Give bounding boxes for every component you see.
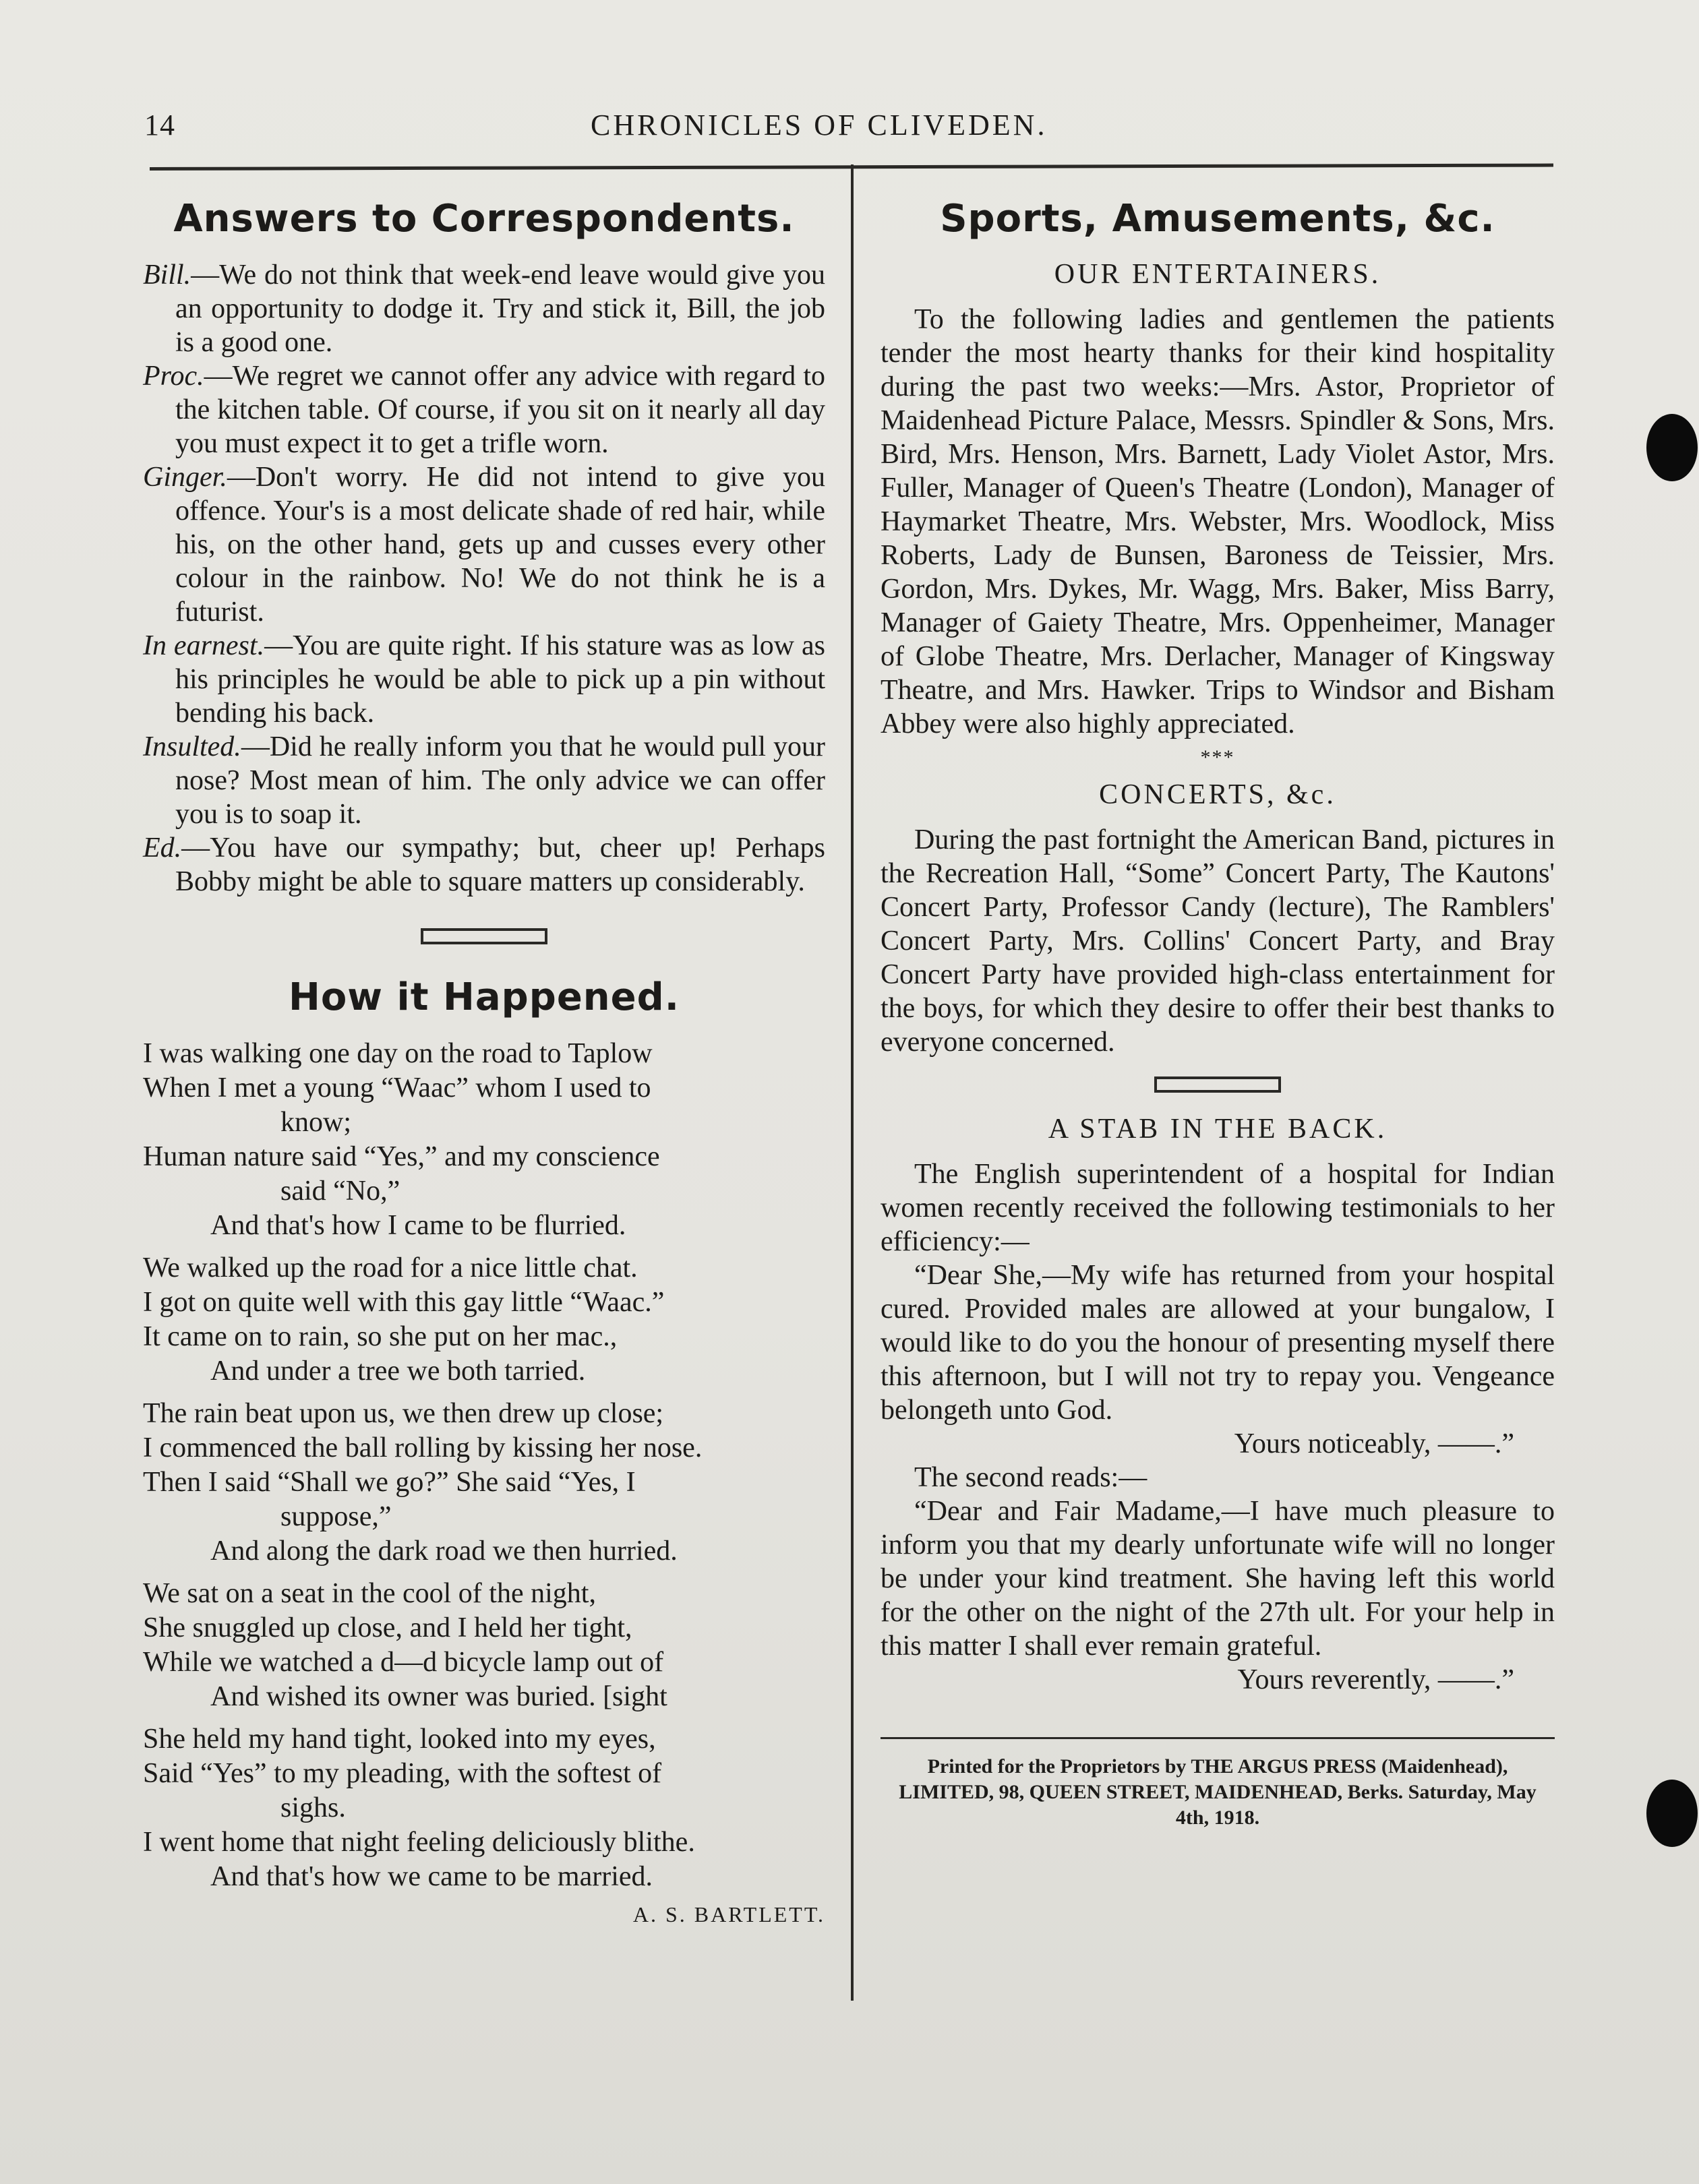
poem-line: And under a tree we both tarried. — [210, 1356, 586, 1387]
answer-name: Insulted. — [143, 731, 241, 762]
binding-hole — [1646, 414, 1698, 481]
poem-line: While we watched a d—d bicycle lamp out of — [143, 1647, 664, 1678]
poem-line: I went home that night feeling deliciously blithe. — [143, 1827, 695, 1858]
section-ornament — [421, 928, 547, 944]
stab-signoff-one: Yours noticeably, ——.” — [1234, 1428, 1514, 1459]
poem-stanza — [143, 1397, 825, 1569]
answer-entry — [143, 831, 825, 899]
stab-intro: The English superintendent of a hospital for Indian women recently received the following testimonials to her efficiency:— — [881, 1159, 1555, 1257]
section-ornament — [1154, 1076, 1281, 1093]
section-stars: *** — [1200, 746, 1235, 768]
poem-heading: How it Happened. — [288, 975, 680, 1019]
poem-line: I got on quite well with this gay little “Waac.” — [143, 1287, 665, 1318]
answer-entry — [143, 629, 825, 730]
poem-line: sighs. — [280, 1792, 346, 1823]
printer-imprint: Printed for the Proprietors by THE ARGUS PRESS (Maidenhead), LIMITED, 98, QUEEN STREET, MAIDENHEAD, Berks. Saturday, May 4th, 1918. — [881, 1737, 1555, 1831]
poem-line: We sat on a seat in the cool of the night, — [143, 1578, 596, 1609]
answers-list — [143, 258, 825, 899]
left-column — [143, 190, 825, 1927]
poem-stanza — [143, 1722, 825, 1894]
answer-name: In earnest. — [143, 630, 265, 661]
poem — [143, 1037, 825, 1927]
column-rule — [851, 164, 854, 2001]
answer-text: —Don't worry. He did not intend to give you offence. Your's is a most delicate shade of red hair, while his, on the other hand, gets up and cusses every other colour in the rainbow. No! We do not think he is a futurist. — [175, 462, 825, 628]
poem-line: She snuggled up close, and I held her tight, — [143, 1612, 632, 1643]
stab-letter-one: “Dear She,—My wife has returned from your hospital cured. Provided males are allowed at your bungalow, I would like to do you the honour of presenting myself there this afternoon, but I will not try to repay you. Vengeance belongeth unto God. — [881, 1260, 1555, 1426]
entertainers-paragraph: To the following ladies and gentlemen the patients tender the most hearty thanks for their kind hospitality during the past two weeks:—Mrs. Astor, Proprietor of Maidenhead Picture Palace, Messrs. Spindler & Sons, Mrs. Bird, Mrs. Henson, Mrs. Barnett, Lady Violet Astor, Mrs. Fuller, Manager of Queen's Theatre (London), Manager of Haymarket Theatre, Mrs. Webster, Mrs. Woodlock, Miss Roberts, Lady de Bunsen, Baroness de Teissier, Mrs. Gordon, Mrs. Dykes, Mr. Wagg, Mrs. Baker, Miss Barry, Manager of Gaiety Theatre, Mrs. Oppenheimer, Manager of Globe Theatre, Mrs. Derlacher, Manager of Kingsway Theatre, and Mrs. Hawker. Trips to Windsor and Bisham Abbey were also highly appreciated. — [881, 304, 1555, 739]
poem-line: We walked up the road for a nice little chat. — [143, 1252, 638, 1283]
answer-text: —Did he really inform you that he would pull your nose? Most mean of him. The only advice we can offer you is to soap it. — [175, 731, 825, 830]
poem-line: Human nature said “Yes,” and my conscience — [143, 1141, 660, 1172]
concerts-paragraph: During the past fortnight the American Band, pictures in the Recreation Hall, “Some” Concert Party, The Kautons' Concert Party, Professor Candy (lecture), The Ramblers' Concert Party, Mrs. Collins' Concert Party, and Bray Concert Party have provided high-class entertainment for the boys, for which they desire to offer their best thanks to everyone concerned. — [881, 824, 1555, 1058]
poem-line: said “No,” — [280, 1176, 400, 1207]
poem-stanza — [143, 1251, 825, 1389]
answer-text: —We do not think that week-end leave would give you an opportunity to dodge it. Try and stick it, Bill, the job is a good one. — [175, 260, 825, 358]
stab-subheading: A STAB IN THE BACK. — [1048, 1114, 1388, 1145]
poem-stanza — [143, 1037, 825, 1243]
answer-name: Ed. — [143, 832, 182, 863]
poem-line: know; — [280, 1107, 351, 1138]
poem-line: And that's how we came to be married. — [210, 1861, 653, 1892]
entertainers-subheading: OUR ENTERTAINERS. — [1054, 259, 1381, 290]
answer-text: —You have our sympathy; but, cheer up! Perhaps Bobby might be able to square matters up considerably. — [175, 832, 825, 897]
answer-name: Proc. — [143, 361, 204, 392]
poem-line: She held my hand tight, looked into my eyes, — [143, 1724, 656, 1755]
answer-entry — [143, 258, 825, 359]
answer-entry — [143, 460, 825, 629]
answers-heading: Answers to Correspondents. — [173, 197, 795, 241]
poem-line: And wished its owner was buried. [sight — [210, 1681, 667, 1712]
poem-line: The rain beat upon us, we then drew up close; — [143, 1398, 664, 1429]
answer-name: Ginger. — [143, 462, 227, 493]
answer-entry — [143, 359, 825, 460]
poem-author: A. S. BARTLETT. — [632, 1902, 825, 1927]
answer-text: —You are quite right. If his stature was as low as his principles he would be able to pick up a pin without bending his back. — [175, 630, 825, 729]
sports-heading: Sports, Amusements, &c. — [940, 197, 1495, 241]
running-title: CHRONICLES OF CLIVEDEN. — [591, 109, 1048, 142]
poem-line: I commenced the ball rolling by kissing her nose. — [143, 1432, 703, 1463]
stab-signoff-two: Yours reverently, ——.” — [1237, 1664, 1514, 1695]
poem-stanza — [143, 1577, 825, 1714]
page-number: 14 — [144, 109, 175, 142]
answer-entry — [143, 730, 825, 831]
stab-letter-two: “Dear and Fair Madame,—I have much pleasure to inform you that my dearly unfortunate wife will no longer be under your kind treatment. She having left this world for the other on the night of the 27th ult. For your help in this matter I shall ever remain grateful. — [881, 1496, 1555, 1662]
poem-line: Then I said “Shall we go?” She said “Yes, I — [143, 1467, 636, 1498]
poem-line: Said “Yes” to my pleading, with the softest of — [143, 1758, 662, 1789]
poem-line: And that's how I came to be flurried. — [210, 1210, 626, 1241]
answer-text: —We regret we cannot offer any advice with regard to the kitchen table. Of course, if you sit on it nearly all day you must expect it to get a trifle worn. — [175, 361, 825, 459]
right-column — [881, 190, 1555, 1831]
poem-line: When I met a young “Waac” whom I used to — [143, 1072, 651, 1103]
poem-line: It came on to rain, so she put on her mac., — [143, 1321, 618, 1352]
poem-line: I was walking one day on the road to Taplow — [143, 1038, 653, 1069]
poem-line: suppose,” — [280, 1501, 392, 1532]
concerts-subheading: CONCERTS, &c. — [1099, 779, 1336, 810]
binding-hole — [1646, 1780, 1698, 1847]
stab-second-intro: The second reads:— — [914, 1462, 1147, 1493]
poem-line: And along the dark road we then hurried. — [210, 1536, 678, 1567]
answer-name: Bill. — [143, 260, 191, 291]
